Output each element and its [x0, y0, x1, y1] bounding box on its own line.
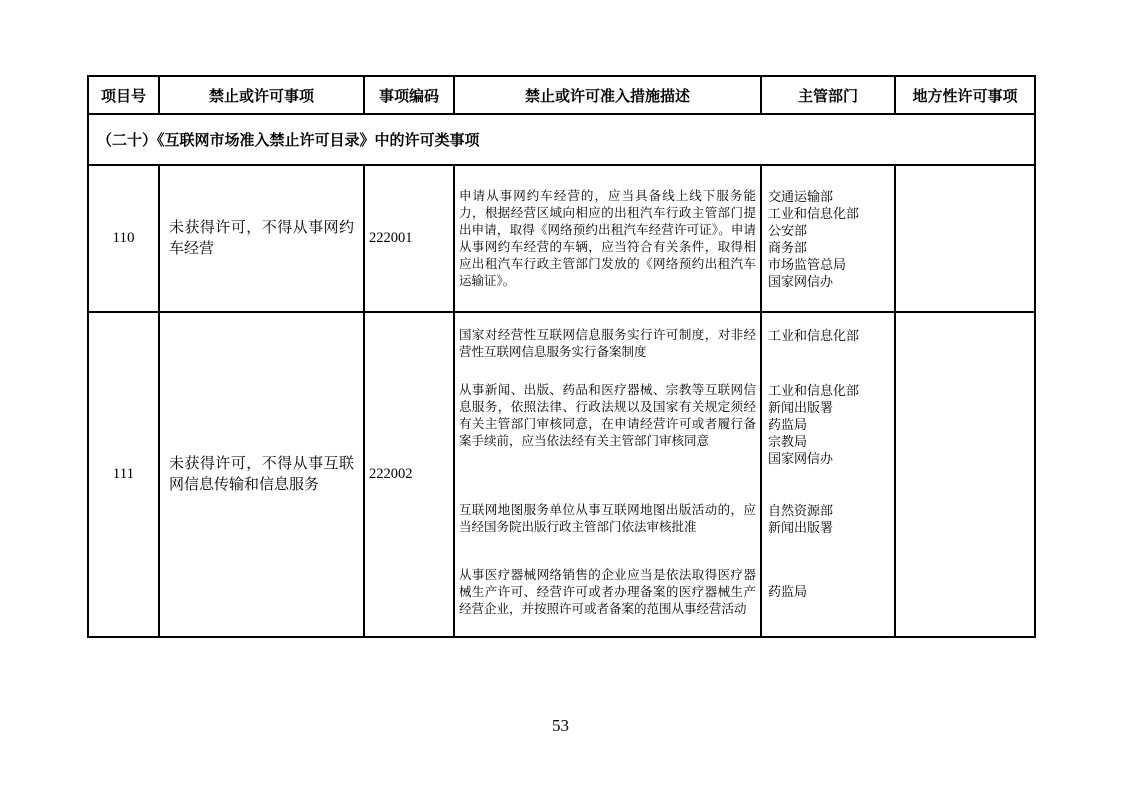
department-list — [768, 502, 892, 567]
local-matter-cell — [895, 312, 1035, 637]
page-number: 53 — [552, 716, 569, 735]
matter-cell: 未获得许可，不得从事互联网信息传输和信息服务 — [159, 312, 364, 637]
item-no-cell: 110 — [88, 165, 159, 312]
description-paragraph: 从事医疗器械网络销售的企业应当是依法取得医疗器械生产许可、经营许可或者办理备案的医疗器械生产经营企业，并按照许可或者备案的范围从事经营活动 — [459, 568, 756, 616]
department-line: 交通运输部 — [768, 188, 834, 204]
description-cell — [454, 312, 761, 637]
department-line: 商务部 — [768, 239, 808, 255]
description-paragraph: 互联网地图服务单位从事互联网地图出版活动的，应当经国务院出版行政主管部门依法审核批准 — [459, 503, 756, 534]
department-line: 自然资源部 — [768, 503, 834, 518]
section-row — [88, 114, 1035, 165]
department-line: 市场监管总局 — [768, 256, 847, 272]
table-row — [88, 165, 1035, 312]
matter-cell: 未获得许可，不得从事网约车经营 — [159, 165, 364, 312]
department-list — [768, 382, 892, 502]
department-line: 公安部 — [768, 222, 808, 238]
department-line: 药监局 — [768, 584, 808, 599]
code-cell: 222002 — [364, 312, 454, 637]
column-header-matter: 禁止或许可事项 — [159, 76, 364, 114]
department-line: 国家网信办 — [768, 273, 834, 289]
column-header-code: 事项编码 — [364, 76, 454, 114]
local-matter-cell — [895, 165, 1035, 312]
table-header-row — [88, 76, 1035, 114]
department-line: 工业和信息化部 — [768, 328, 860, 343]
market-access-table — [87, 75, 1036, 638]
department-list — [768, 567, 892, 627]
department-line: 新闻出版署 — [768, 520, 834, 535]
department-list — [768, 327, 892, 382]
departments-cell — [761, 312, 895, 637]
department-line: 工业和信息化部 — [768, 205, 860, 221]
column-header-description: 禁止或许可准入措施描述 — [454, 76, 761, 114]
description-paragraph: 从事新闻、出版、药品和医疗器械、宗教等互联网信息服务，依照法律、行政法规以及国家有关规定须经有关主管部门审核同意，在申请经营许可或者履行备案手续前，应当依法经有关主管部门审核同意 — [459, 383, 756, 448]
description-paragraph: 申请从事网约车经营的，应当具备线上线下服务能力，根据经营区域向相应的出租汽车行政主管部门提出申请，取得《网络预约出租汽车经营许可证》。申请从事网约车经营的车辆，应当符合有关条件，取得相应出租汽车行政主管部门发放的《网络预约出租汽车运输证》。 — [459, 188, 756, 288]
department-line: 药监局 — [768, 417, 808, 432]
department-line: 新闻出版署 — [768, 400, 834, 415]
column-header-department: 主管部门 — [761, 76, 895, 114]
code-cell: 222001 — [364, 165, 454, 312]
column-header-local-matter: 地方性许可事项 — [895, 76, 1035, 114]
department-line: 国家网信办 — [768, 451, 834, 466]
department-line: 宗教局 — [768, 434, 808, 449]
description-cell — [454, 165, 761, 312]
departments-cell — [761, 165, 895, 312]
department-list — [768, 188, 892, 290]
department-line: 工业和信息化部 — [768, 383, 860, 398]
table-row — [88, 312, 1035, 637]
item-no-cell: 111 — [88, 312, 159, 637]
description-paragraph: 国家对经营性互联网信息服务实行许可制度，对非经营性互联网信息服务实行备案制度 — [459, 328, 756, 359]
section-title: （二十）《互联网市场准入禁止许可目录》中的许可类事项 — [88, 114, 1035, 165]
column-header-item-no: 项目号 — [88, 76, 159, 114]
